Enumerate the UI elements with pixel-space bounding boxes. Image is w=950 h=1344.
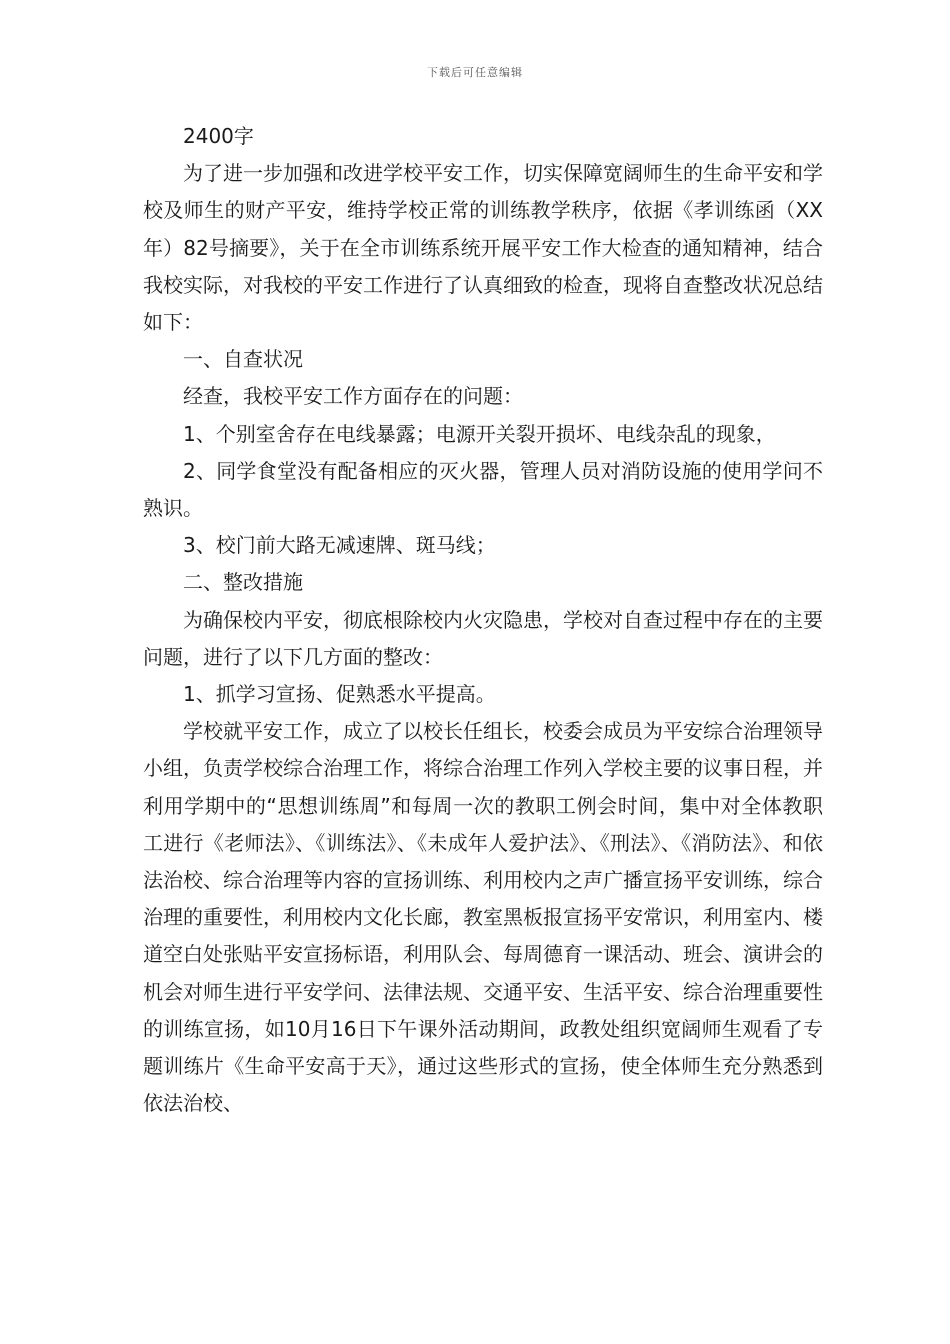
document-body	[143, 118, 823, 1122]
word-count-line: 2400字	[183, 124, 254, 148]
paragraph: 学校就平安工作，成立了以校长任组长，校委会成员为平安综合治理领导小组，负责学校综合治理工作，将综合治理工作列入学校主要的议事日程，并利用学期中的“思想训练周”和每周一次的教职工例会时间，集中对全体教职工进行《老师法》、《训练法》、《未成年人爱护法》、《刑法》、《消防法》、和依法治校、综合治理等内容的宣扬训练、利用校内之声广播宣扬平安训练，综合治理的重要性，利用校内文化长廊，教室黑板报宣扬平安常识，利用室内、楼道空白处张贴平安宣扬标语，利用队会、每周德育一课活动、班会、演讲会的机会对师生进行平安学问、法律法规、交通平安、生活平安、综合治理重要性的训练宣扬，如10月16日下午课外活动期间，政教处组织宽阔师生观看了专题训练片《生命平安高于天》，通过这些形式的宣扬，使全体师生充分熟悉到依法治校、	[143, 719, 823, 1116]
list-item: 3、校门前大路无减速牌、斑马线；	[183, 533, 496, 558]
list-item: 1、抓学习宣扬、促熟悉水平提高。	[183, 682, 496, 707]
list-item: 1、个别室舍存在电线暴露；电源开关裂开损坏、电线杂乱的现象，	[183, 421, 776, 446]
intro-paragraph: 为了进一步加强和改进学校平安工作，切实保障宽阔师生的生命平安和学校及师生的财产平安，维持学校正常的训练教学秩序，依据《孝训练函（XX年）82号摘要》，关于在全市训练系统开展平安工作大检查的通知精神，结合我校实际，对我校的平安工作进行了认真细致的检查，现将自查整改状况总结如下：	[143, 161, 823, 335]
section-heading-self-check: 一、自查状况	[183, 347, 303, 372]
page-header: 下载后可任意编辑	[427, 66, 523, 79]
list-item: 2、同学食堂没有配备相应的灭火器，管理人员对消防设施的使用学问不熟识。	[143, 458, 823, 521]
section-heading-rectification: 二、整改措施	[183, 570, 303, 595]
paragraph: 经查，我校平安工作方面存在的问题：	[183, 384, 523, 409]
paragraph: 为确保校内平安，彻底根除校内火灾隐患，学校对自查过程中存在的主要问题，进行了以下几方面的整改：	[143, 607, 823, 669]
